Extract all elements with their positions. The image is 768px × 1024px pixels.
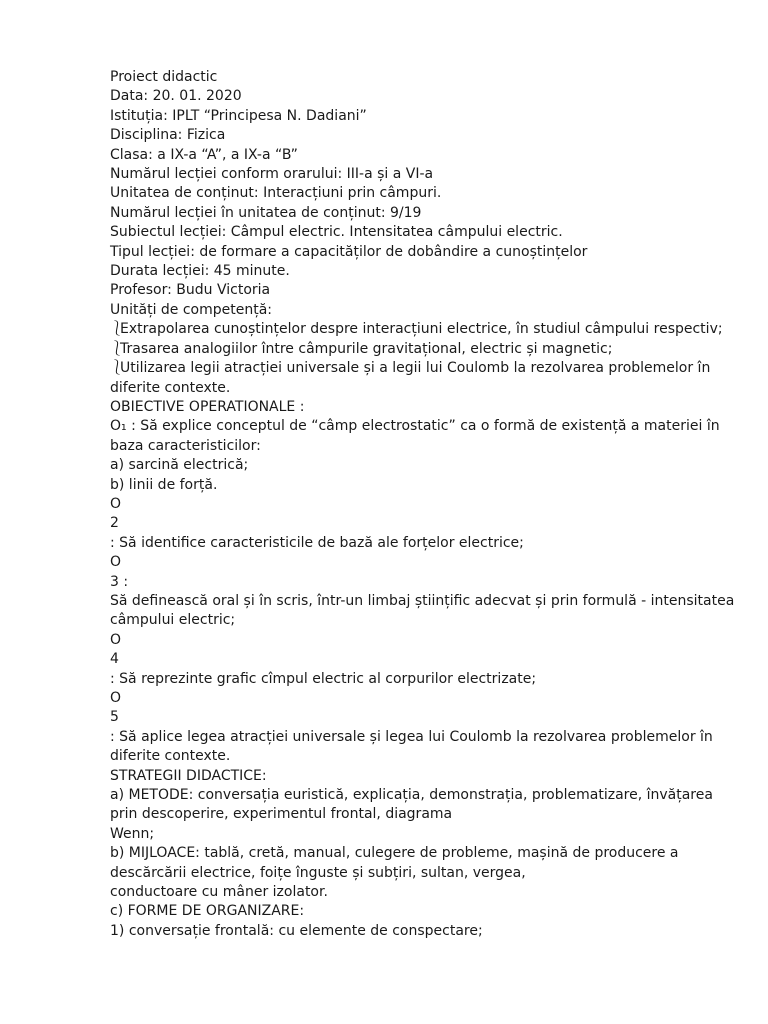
text-line: conductoare cu mâner izolator.: [110, 884, 328, 901]
list-item: [110, 340, 720, 359]
competences-heading: Unități de competență:: [110, 301, 273, 318]
text-line: a) sarcină electrică;: [110, 457, 249, 474]
date-line: Data: 20. 01. 2020: [110, 88, 242, 105]
objective-5-text: : Să aplice legea atracției universale și legea lui Coulomb la rezolvarea problemelor în: [110, 728, 713, 745]
objective-2-letter: O: [110, 495, 122, 512]
organization-heading: c) FORME DE ORGANIZARE:: [110, 903, 305, 920]
objective-1: O₁ : Să explice conceptul de “câmp electrostatic” ca o formă de existență a materiei în: [110, 418, 720, 435]
lesson-type-line: Tipul lecției: de formare a capacităților de dobândire a cunoștințelor: [110, 243, 588, 260]
document-page: [110, 68, 735, 941]
text-line: Wenn;: [110, 825, 155, 842]
objective-4-number: 4: [110, 651, 119, 668]
discipline-line: Disciplina: Fizica: [110, 127, 226, 144]
duration-line: Durata lecției: 45 minute.: [110, 263, 290, 280]
list-item: [110, 359, 720, 378]
bullet-icon: ⎱: [110, 360, 124, 377]
competences-list: [110, 320, 723, 378]
bullet-icon: ⎱: [110, 340, 124, 357]
means-line: b) MIJLOACE: tablă, cretă, manual, culegere de probleme, mașină de producere a: [110, 845, 679, 862]
objective-4-letter: O: [110, 631, 122, 648]
objectives-heading: OBIECTIVE OPERATIONALE :: [110, 398, 305, 415]
list-item: [110, 320, 723, 339]
strategies-heading: STRATEGII DIDACTICE:: [110, 767, 267, 784]
objective-2-number: 2: [110, 515, 119, 532]
doc-title: Proiect didactic: [110, 69, 218, 85]
list-item-text: Extrapolarea cunoștințelor despre interacțiuni electrice, în studiul câmpului respectiv;: [120, 321, 723, 338]
text-line: baza caracteristicilor:: [110, 437, 261, 454]
unit-lesson-number-line: Numărul lecției în unitatea de conținut: 9/19: [110, 204, 422, 221]
text-line: 1) conversație frontală: cu elemente de conspectare;: [110, 922, 483, 939]
objective-3-number: 3 :: [110, 573, 129, 590]
class-line: Clasa: a IX-a “A”, a IX-a “B”: [110, 146, 298, 163]
objective-5-number: 5: [110, 709, 119, 726]
text-line: câmpului electric;: [110, 612, 236, 629]
objective-5-letter: O: [110, 690, 122, 706]
text-line: b) linii de forță.: [110, 476, 218, 493]
list-item-text: Utilizarea legii atracției universale și a legii lui Coulomb la rezolvarea problemelor în: [120, 360, 711, 377]
text-line: diferite contexte.: [110, 748, 231, 765]
objective-3-letter: O: [110, 554, 122, 571]
text-line: descărcării electrice, foițe înguste și subțiri, sultan, vergea,: [110, 864, 526, 881]
content-unit-line: Unitatea de conținut: Interacțiuni prin câmpuri.: [110, 185, 442, 202]
institution-line: Istituția: IPLT “Principesa N. Dadiani”: [110, 107, 367, 124]
objective-2-text: : Să identifice caracteristicile de bază ale forțelor electrice;: [110, 534, 524, 551]
teacher-line: Profesor: Budu Victoria: [110, 282, 271, 299]
list-item-text: Trasarea analogiilor între câmpurile gravitațional, electric și magnetic;: [120, 340, 613, 357]
header-block: [110, 68, 720, 320]
body-block: [110, 379, 735, 942]
methods-line: a) METODE: conversația euristică, explicația, demonstrația, problematizare, învățarea: [110, 787, 713, 804]
text-line: diferite contexte.: [110, 379, 231, 396]
bullet-icon: ⎱: [110, 321, 124, 338]
subject-line: Subiectul lecției: Câmpul electric. Intensitatea câmpului electric.: [110, 224, 563, 241]
objective-4-text: : Să reprezinte grafic cîmpul electric al corpurilor electrizate;: [110, 670, 537, 687]
text-line: prin descoperire, experimentul frontal, diagrama: [110, 806, 453, 823]
objective-3-text: Să definească oral și în scris, într-un limbaj științific adecvat și prin formulă - intensitatea: [110, 592, 735, 609]
lesson-number-line: Numărul lecției conform orarului: III-a și a VI-a: [110, 166, 434, 183]
